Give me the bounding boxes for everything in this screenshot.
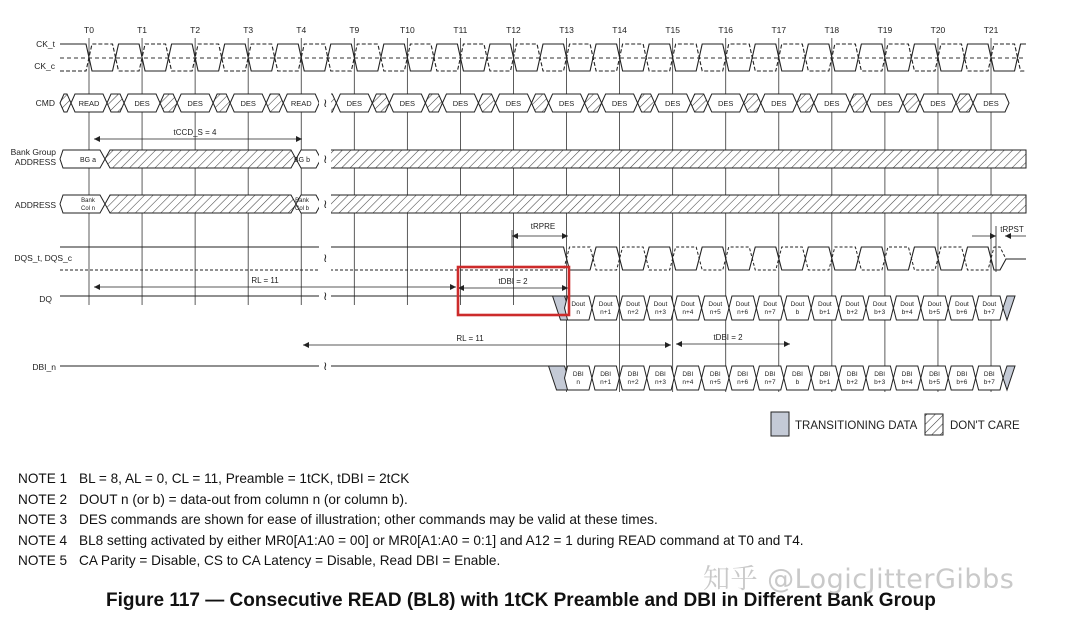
dbi-data-cell [729,366,756,390]
svg-text:≀: ≀ [323,152,328,166]
trpst-label: tRPST [1000,225,1024,234]
legend-dont-care-swatch [925,414,943,435]
cmd-dont-care [266,94,283,112]
tick-label: T2 [190,25,201,35]
notes-list [18,469,804,572]
dbi-data-cell-index: n+3 [654,379,666,386]
rl-label-2: RL = 11 [456,334,484,343]
cmd-break-mark: ≀ [323,96,328,110]
cmd-cell-label: DES [930,99,946,108]
cmd-dont-care [213,94,230,112]
tick-label: T17 [771,25,787,35]
dq-data-cell-label: Dout [845,301,860,308]
tick-gridlines [89,38,991,392]
dq-data-cells [553,296,1015,320]
note-2 [18,490,804,511]
tick-label: T13 [559,25,574,35]
dq-data-cell-label: Dout [763,301,777,308]
tick-label: T1 [137,25,148,35]
dbi-data-cell-index: b+3 [874,379,886,386]
cmd-dont-care [850,94,867,112]
cmd-cell-label: DES [187,99,203,108]
dq-data-cell-index: b+3 [874,309,886,316]
dbi-data-cell-label: DBI [737,371,749,378]
cmd-dont-care [107,94,124,112]
dbi-data-cell-index: n+5 [709,379,721,386]
note-5-id: NOTE 5 [18,553,68,569]
svg-text:≀: ≀ [323,289,328,303]
note-2-text: DOUT n (or b) = data-out from column n (or column b). [79,491,408,507]
dq-data-cell [647,296,674,320]
clock-waveform [60,44,1026,71]
dbi-data-transition [1003,366,1015,390]
dbi-data-cell-index: b [795,379,800,386]
cmd-dont-care [744,94,761,112]
dbi-data-cell [592,366,619,390]
tick-label: T20 [930,25,946,35]
dq-data-cell-label: Dout [790,301,805,308]
tick-label: T3 [243,25,254,35]
bank-group-label-line2: ADDRESS [14,157,56,167]
address-value-n-line1: Bank [81,198,95,204]
watermark: 知乎 @LogicJitterGibbs [703,564,1015,595]
dq-row [60,287,572,305]
legend-transitioning-swatch [771,412,789,436]
dbi-data-cell [619,366,646,390]
cmd-row [60,92,1009,114]
cmd-dont-care [691,94,708,112]
dq-data-cell [839,296,866,320]
cmd-dont-care [531,94,548,112]
bank-group-value-b: BG b [294,157,310,164]
dq-data-cell-label: Dout [955,301,969,308]
dq-data-cell [921,296,948,320]
dbi-data-cell-label: DBI [929,371,940,378]
dq-label: DQ [39,294,52,304]
dq-data-cell [674,296,701,320]
cmd-dont-care [903,94,920,112]
cmd-dont-care [638,94,655,112]
dq-data-cell [756,296,783,320]
dq-data-cell-index: n+6 [737,309,749,316]
dbi-data-cell-index: b+6 [956,379,968,386]
dbi-data-cell-label: DBI [572,371,584,378]
dbi-data-cell-index: b+7 [983,379,995,386]
dbi-data-cell-index: b+1 [819,379,831,386]
cmd-dont-care [585,94,602,112]
bank-group-row [60,149,1026,169]
dbi-data-cell [839,366,866,390]
dq-data-cell-label: Dout [982,301,997,308]
dq-data-cell [619,296,646,320]
dbi-data-cell-label: DBI [983,371,995,378]
trpre-label: tRPRE [530,222,556,231]
dbi-data-cell-index: n+4 [682,379,694,386]
dq-data-transition [1003,296,1015,320]
cmd-cell-label: DES [983,99,999,108]
cmd-cell-label: DES [240,99,256,108]
dqs-label: DQS_t, DQS_c [14,253,72,263]
ck-c-label: CK_c [34,61,55,71]
note-1 [18,469,804,490]
cmd-dont-care [956,94,973,112]
dqs-c-wave [545,247,1006,270]
tdbi-label-1: tDBI = 2 [498,277,528,286]
dbi-data-cell-label: DBI [846,371,858,378]
dbi-data-cell [948,366,975,390]
dq-data-cell-index: n+2 [627,309,639,316]
dq-data-cell-label: Dout [900,301,914,308]
dq-data-cell-index: b+1 [819,309,831,316]
cmd-cell-label: READ [290,99,312,108]
cmd-cell-label: DES [771,99,787,108]
dq-data-cell-label: Dout [872,301,887,308]
note-2-id: NOTE 2 [18,491,68,507]
dbi-data-cell [565,366,592,390]
dq-data-cell-index: b+7 [983,309,995,316]
cmd-dont-care [160,94,177,112]
dq-data-cell-index: n+7 [764,309,776,316]
tick-label: T12 [506,25,521,35]
dbi-data-cell-label: DBI [956,371,968,378]
dq-data-cell-label: Dout [680,301,695,308]
dq-data-cell [866,296,893,320]
dq-data-cell-label: Dout [735,301,750,308]
rl-label-1: RL = 11 [251,276,279,285]
cmd-dont-care [425,94,442,112]
dq-data-cell-label: Dout [626,301,640,308]
dq-data-cell-label: Dout [598,301,613,308]
dbi-data-cell-label: DBI [874,371,886,378]
cmd-label: CMD [35,98,55,108]
note-3 [18,510,804,531]
cmd-cell-label: DES [558,99,575,108]
tick-label: T15 [665,25,680,35]
dbi-data-cell-index: n+7 [764,379,776,386]
dbi-data-cell-label: DBI [901,371,913,378]
dbi-data-cell-label: DBI [709,371,721,378]
dq-data-cell-index: n+4 [682,309,694,316]
dbi-data-cell [784,366,811,390]
dqs-row [60,244,1026,274]
dq-data-cell [948,296,975,320]
cmd-dont-care [478,94,495,112]
tick-label: T0 [84,25,94,35]
dbi-data-cell [976,366,1003,390]
tick-label: T16 [718,25,734,35]
dq-data-cell-index: n+5 [709,309,721,316]
address-row [60,194,1026,214]
dbi-data-cell-label: DBI [655,371,666,378]
dbi-data-cell [893,366,920,390]
tick-label: T21 [983,25,999,35]
tick-label: T11 [453,25,468,35]
dq-data-cell [893,296,920,320]
bank-group-label-line1: Bank Group [10,147,56,157]
note-4-text: BL8 setting activated by either MR0[A1:A0 = 00] or MR0[A1:A0 = 0:1] and A12 = 1 during READ command at T0 and T4. [79,532,804,548]
dbi-data-cell [811,366,838,390]
cmd-cell-label: DES [452,99,469,108]
dq-data-cell [729,296,756,320]
dbi-data-cell-index: b+4 [901,379,913,386]
dbi-data-cell [702,366,729,390]
dbi-data-cell [647,366,674,390]
cmd-cell-label: DES [134,99,150,108]
dq-data-cell [592,296,619,320]
cmd-cell-label: DES [505,99,522,108]
dbi-data-cell-index: n+2 [627,379,639,386]
note-4 [18,531,804,552]
svg-text:≀: ≀ [323,197,328,211]
dbi-data-cell-label: DBI [792,371,803,378]
dbi-data-cells [549,366,1015,390]
dq-data-cell-index: b [795,309,800,316]
dbi-data-cell-index: n+6 [737,379,749,386]
dq-data-cell-index: b+5 [928,309,941,316]
tick-label: T4 [296,25,307,35]
dq-data-cell [976,296,1003,320]
dq-data-cell-index: b+2 [846,309,858,316]
tick-label: T18 [824,25,840,35]
address-label: ADDRESS [14,200,56,210]
dbi-data-cell-label: DBI [764,371,776,378]
dbi-label: DBI_n [32,362,56,372]
dq-data-cell [784,296,811,320]
dq-data-cell [702,296,729,320]
dq-data-cell-label: Dout [927,301,942,308]
tick-label: T19 [877,25,893,35]
tdbi-label-2: tDBI = 2 [713,333,743,342]
address-value-n-line2: Col n [80,206,96,212]
dq-data-cell-index: n+1 [600,309,612,316]
tccd-s-label: tCCD_S = 4 [173,128,217,137]
dbi-data-cell-index: b+2 [846,379,858,386]
note-3-id: NOTE 3 [18,512,68,528]
dq-data-cell-index: n+3 [654,309,666,316]
dbi-data-cell-index: n [576,379,581,386]
note-1-id: NOTE 1 [18,471,68,486]
dbi-data-cell-index: n+1 [600,379,612,386]
legend [771,412,1020,436]
tick-label: T10 [400,25,415,35]
dq-data-cell-label: Dout [653,301,668,308]
dbi-data-cell [674,366,701,390]
legend-transitioning-label: TRANSITIONING DATA [795,420,918,432]
dbi-data-cell-label: DBI [600,371,612,378]
cmd-cell-label: DES [718,99,734,108]
cmd-cell-label: DES [399,99,416,108]
ck-t-label: CK_t [36,39,55,49]
tick-label: T14 [612,25,627,35]
dbi-data-cell-label: DBI [819,371,831,378]
address-value-b-line2: Col b [294,206,310,212]
cmd-cell-label: DES [664,99,681,108]
cmd-dont-care [797,94,814,112]
cmd-cell-label: DES [611,99,628,108]
dbi-data-cell [866,366,893,390]
dbi-row [60,356,557,374]
svg-text:≀: ≀ [323,359,328,373]
legend-dont-care-label: DON'T CARE [950,420,1020,432]
note-5 [18,551,804,572]
dq-data-cell-label: Dout [818,301,832,308]
cmd-cell-label: DES [824,99,840,108]
cmd-cell-label: DES [346,99,363,108]
dq-data-cell-index: b+4 [901,309,913,316]
dbi-data-cell-index: b+5 [928,379,941,386]
dbi-data-cell-label: DBI [627,371,639,378]
dq-data-cell-index: b+6 [956,309,968,316]
dbi-data-cell [921,366,948,390]
cmd-dont-care [372,94,389,112]
address-value-b-line1: Bank [295,198,309,204]
dbi-data-cell-label: DBI [682,371,694,378]
bank-group-value-a: BG a [80,157,96,164]
dq-data-cell-label: Dout [708,301,723,308]
note-4-id: NOTE 4 [18,532,68,548]
note-1-text: BL = 8, AL = 0, CL = 11, Preamble = 1tCK, tDBI = 2tCK [79,471,410,486]
cmd-cell-label: READ [78,99,100,108]
tick-label: T9 [349,25,360,35]
dq-data-cell [811,296,838,320]
figure-caption: Figure 117 — Consecutive READ (BL8) with 1tCK Preamble and DBI in Different Bank Group [106,590,936,611]
dq-data-cell-label: Dout [571,301,586,308]
dq-data-cell-index: n [576,309,581,316]
cmd-cell-label: DES [877,99,893,108]
svg-text:≀: ≀ [323,251,328,265]
dbi-data-cell [756,366,783,390]
note-3-text: DES commands are shown for ease of illustration; other commands may be valid at these times. [79,512,658,528]
cmd-dont-care [60,94,71,112]
note-5-text: CA Parity = Disable, CS to CA Latency = Disable, Read DBI = Enable. [79,553,501,569]
tick-labels [84,25,999,35]
